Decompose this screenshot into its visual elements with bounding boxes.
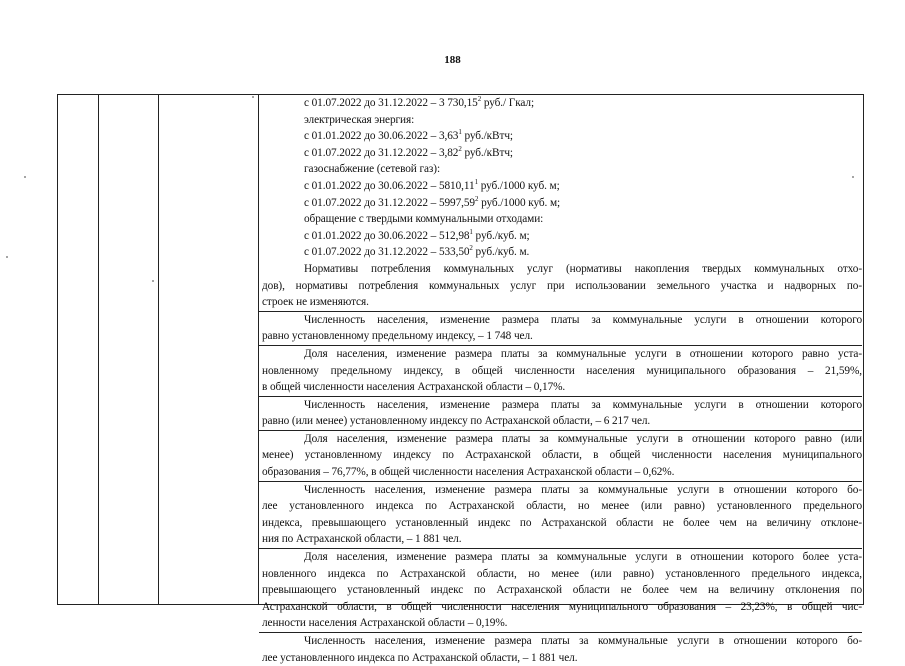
tariff-text: с 01.07.2022 до 31.12.2022 – 3 730,15 (304, 97, 478, 109)
tariff-text: газоснабжение (сетевой газ): (304, 163, 440, 176)
paragraph-line: Нормативы потребления коммунальных услуг (нормативы накопления твердых коммунальных отхо- (304, 262, 862, 275)
paragraph-line: Численность населения, изменение размера платы за коммунальные услуги в отношении которого (304, 398, 862, 411)
footnote-marker: 2 (474, 194, 479, 203)
paragraph-line: индекса, превышающего установленный индекс по Астраханской области не более чем на величину отклоне- (262, 516, 862, 529)
paragraph (259, 632, 862, 666)
paragraph-line: Астраханской области, в общей численности населения муниципального образования – 23,23%, в общей чис- (262, 600, 862, 613)
scan-speck (252, 96, 254, 98)
tariff-line (262, 161, 862, 178)
tariff-text: электрическая энергия: (304, 113, 415, 126)
paragraph-line: Численность населения, изменение размера платы за коммунальные услуги в отношении которого бо- (304, 483, 862, 496)
tariff-text: с 01.01.2022 до 30.06.2022 – 3,63 (304, 130, 459, 143)
tariff-line (262, 211, 862, 228)
tariff-unit: руб./куб. м. (472, 246, 530, 259)
tariff-line (262, 228, 862, 245)
tariff-text: с 01.07.2022 до 31.12.2022 – 5997,59 (304, 196, 475, 209)
tariff-text: с 01.01.2022 до 30.06.2022 – 512,98 (304, 229, 470, 242)
footnote-marker: 1 (474, 177, 478, 186)
tariff-text: с 01.01.2022 до 30.06.2022 – 5810,11 (304, 179, 475, 192)
footnote-marker: 2 (477, 95, 482, 103)
paragraph-line: Численность населения, изменение размера платы за коммунальные услуги в отношении которого бо- (304, 635, 862, 647)
paragraph-line: превышающего установленный индекс по Астраханской области не более чем на величину отклонения по (262, 584, 862, 597)
paragraph-line: новленному предельному индексу, в общей численности населения муниципального образования – 21,59%, (262, 364, 862, 377)
scan-speck (152, 280, 154, 282)
tariff-line (262, 178, 862, 195)
tariff-unit: руб./куб. м; (472, 229, 530, 242)
footnote-marker: 1 (469, 227, 473, 236)
tariff-line (262, 95, 862, 112)
tariff-unit: руб./ Гкал; (481, 97, 535, 109)
tariff-unit: руб./1000 куб. м; (478, 196, 561, 209)
paragraph (259, 396, 862, 430)
footnote-marker: 1 (458, 128, 462, 137)
footnote-marker: 2 (469, 244, 473, 253)
paragraph-line: Доля населения, изменение размера платы за коммунальные услуги в отношении которого равно уста- (304, 347, 862, 360)
tariff-line (262, 128, 862, 145)
paragraph (259, 548, 862, 632)
tariff-unit: руб./кВтч; (461, 146, 513, 159)
paragraph (259, 481, 862, 548)
paragraph-line: новленного индекса по Астраханской области, но менее (или равно) установленного предельного индекса, (262, 567, 862, 580)
tariff-line (262, 145, 862, 162)
document-table (57, 94, 864, 664)
paragraph-line: менее) установленному индексу по Астраханской области, в общей численности населения муниципального (262, 449, 862, 462)
scan-speck (24, 176, 26, 178)
scan-speck (852, 176, 854, 178)
paragraph-line: в общей численности населения Астраханской области – 0,17%. (262, 381, 566, 394)
tariff-line (262, 195, 862, 212)
paragraph-line: Доля населения, изменение размера платы за коммунальные услуги в отношении которого более уста- (304, 551, 862, 564)
paragraph-line: лее установленного индекса по Астраханской области, – 1 881 чел. (262, 651, 578, 664)
paragraph-line: ленности населения Астраханской области – 0,19%. (262, 617, 508, 630)
paragraph (262, 261, 862, 311)
tariff-text: с 01.07.2022 до 31.12.2022 – 3,82 (304, 146, 459, 159)
paragraph-line: ния по Астраханской области, – 1 881 чел. (262, 533, 462, 546)
paragraph-line: дов), нормативы потребления коммунальных услуг при использовании земельного участка и надворных по- (262, 279, 862, 292)
paragraph-line: образования – 76,77%, в общей численности населения Астраханской области – 0,62%. (262, 466, 675, 479)
scan-speck (6, 256, 8, 258)
paragraph-line: равно установленному предельному индексу, – 1 748 чел. (262, 330, 533, 343)
tariff-line (262, 244, 862, 261)
tariff-line (262, 112, 862, 129)
paragraph (259, 345, 862, 396)
tariff-unit: руб./кВтч; (461, 130, 513, 143)
footnote-marker: 2 (458, 144, 462, 153)
paragraph-line: лее установленного индекса по Астраханской области, но менее (или равно) установленного предельного (262, 500, 862, 513)
column-divider (158, 95, 159, 604)
paragraph-line: Доля населения, изменение размера платы за коммунальные услуги в отношении которого равно (или (304, 432, 862, 445)
paragraph-line: строек не изменяются. (262, 296, 369, 309)
paragraph (259, 430, 862, 481)
tariff-unit: руб./1000 куб. м; (477, 179, 560, 192)
paragraph (259, 311, 862, 345)
paragraph-line: равно (или менее) установленному индексу по Астраханской области, – 6 217 чел. (262, 415, 651, 428)
tariff-text: с 01.07.2022 до 31.12.2022 – 533,50 (304, 246, 470, 259)
tariff-text: обращение с твердыми коммунальными отходами: (304, 213, 544, 226)
page-number: 188 (444, 54, 461, 66)
table-content-cell (262, 95, 862, 666)
column-divider (98, 95, 99, 604)
paragraph-line: Численность населения, изменение размера платы за коммунальные услуги в отношении которого (304, 313, 862, 326)
